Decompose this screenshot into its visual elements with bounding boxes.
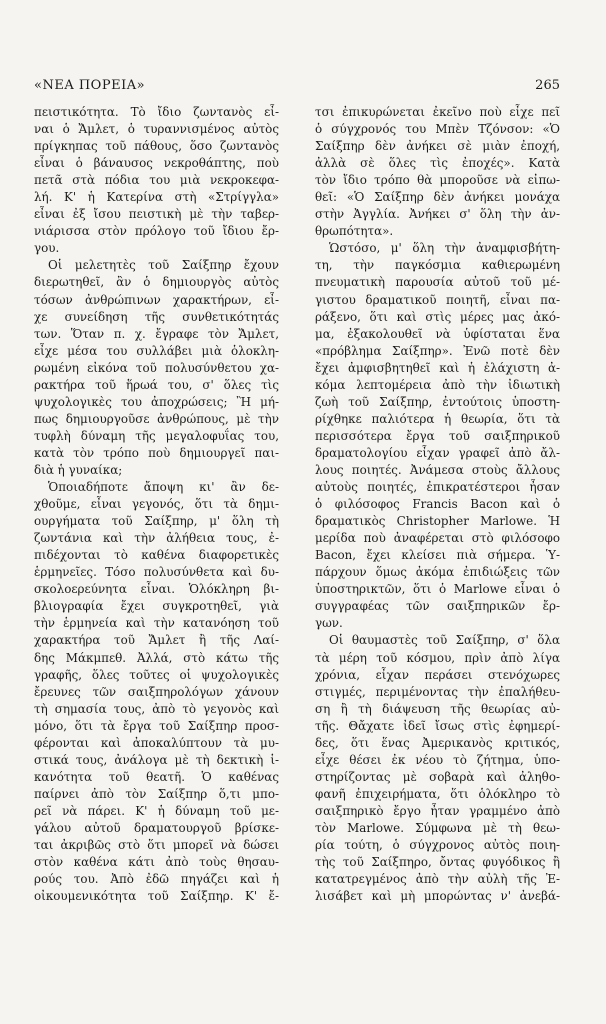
text-line: λή. Κ' ἡ Κατερίνα στὴ «Στρίγγλα» — [34, 190, 279, 205]
text-line: μόνο, ὅτι τὰ ἔργα τοῦ Σαίξπηρ προσ- — [34, 718, 279, 733]
text-line: κανότητα τοῦ θεατῆ. Ὁ καθένας — [34, 769, 279, 784]
text-line: ἔρευνες τῶν σαιξπηρολόγων χάνουν — [34, 684, 279, 699]
text-line: πιδέχονται τὸ καθένα διαφορετικὲς — [34, 548, 279, 563]
text-line: πετᾶ στὰ πόδια του μιὰ νεκροκεφα- — [34, 173, 279, 188]
text-line: συγγραφέας τῶν σαιξπηρικῶν ἔρ- — [315, 599, 560, 614]
text-line: οἰκουμενικότητα τοῦ Σαίξπηρ. Κ' ἔ- — [34, 889, 279, 904]
text-line: γων. — [315, 616, 343, 631]
left-text-column — [34, 104, 279, 905]
text-line: λισάβετ καὶ μὴ μπορώντας ν' ἀνεβά- — [315, 889, 560, 904]
text-line: πειστικότητα. Τὸ ἴδιο ζωντανὸς εἶ- — [34, 105, 279, 119]
text-line: παίρνει ἀπὸ τὸν Σαίξπηρ ὅ,τι μπο- — [34, 786, 279, 801]
text-line: πρίγκηπας τοῦ πάθους, ὅσο ζωντανὸς — [34, 139, 279, 154]
running-head: «ΝΕΑ ΠΟΡΕΙΑ» — [34, 78, 146, 93]
page-header — [34, 78, 560, 98]
text-line: δραματικὸς Christopher Marlowe. Ἡ — [315, 514, 560, 529]
page-number: 265 — [535, 78, 560, 93]
text-line: Οἱ μελετητὲς τοῦ Σαίξπηρ ἔχουν — [48, 258, 279, 273]
text-line: ρία τούτη, ὁ σύγχρονος αὐτὸς ποιη- — [315, 838, 560, 853]
text-line: θρωπότητα». — [315, 224, 394, 239]
text-line: τόσων ἀνθρώπινων χαρακτήρων, εἶ- — [34, 292, 279, 307]
text-line: περισσότερα ἔργα τοῦ σαιξπηρικοῦ — [315, 428, 560, 443]
text-line: ναι ὁ Ἄμλετ, ὁ τυραννισμένος αὐτὸς — [34, 122, 279, 137]
text-line: εἶχε θέσει ἐκ νέου τὸ ζήτημα, ὑπο- — [315, 752, 560, 767]
text-line: στὸν καθένα κάτι ἀπὸ τοὺς θησαυ- — [34, 855, 279, 870]
text-line: γραφῆς, ὅλες τοῦτες οἱ ψυχολογικὲς — [34, 667, 279, 682]
text-line: τῆς. Θἄχατε ἰδεῖ ἴσως στὶς ἐφημερί- — [315, 718, 560, 733]
text-line: τὸν Marlowe. Σύμφωνα μὲ τὴ θεω- — [315, 820, 560, 835]
text-line: ὁ σύγχρονός του Μπὲν Τζόνσον: «Ὁ — [315, 122, 560, 137]
text-line: ζωντάνια καὶ τὴν ἀλήθεια τους, ἐ- — [34, 531, 279, 546]
text-line: Ὡστόσο, μ' ὅλη τὴν ἀναμφισβήτη- — [329, 241, 560, 256]
text-line: γιστου δραματικοῦ ποιητῆ, εἶναι πα- — [315, 292, 560, 307]
text-line: ρακτήρα τοῦ ἥρωά του, σ' ὅλες τὶς — [34, 377, 279, 392]
text-line: χαρακτήρα τοῦ Ἄμλετ ἢ τῆς Λαί- — [34, 633, 279, 648]
text-line: πάρχουν ὅμως ἀκόμα ἐπιδιώξεις τῶν — [315, 565, 560, 580]
text-line: ουργήματα τοῦ Σαίξπηρ, μ' ὅλη τὴ — [34, 514, 279, 529]
text-line: ἀλλὰ σὲ ὅλες τὶς ἐποχές». Κατὰ — [315, 156, 560, 171]
text-line: ψυχολογικὲς του ἀποχρώσεις; Ἢ μή- — [34, 394, 279, 409]
text-line: των. Ὅταν π. χ. ἔγραφε τὸν Ἄμλετ, — [34, 326, 279, 341]
text-line: τη, τὴν παγκόσμια καθιερωμένη — [315, 258, 560, 273]
text-line: γάλου αὐτοῦ δραματουργοῦ βρίσκε- — [34, 820, 279, 835]
text-line: κόμα λεπτομέρεια ἀπὸ τὴν ἰδιωτικὴ — [315, 377, 560, 392]
text-line: πως δημιουργοῦσε ἀνθρώπους, μὲ τὴν — [34, 411, 279, 426]
text-line: εἶναι ἐξ ἴσου πειστικὴ μὲ τὴν ταβερ- — [34, 207, 279, 222]
text-line: διερωτηθεῖ, ἂν ὁ δημιουργὸς αὐτὸς — [34, 275, 279, 290]
text-line: φανῆ ἐπιχειρήματα, ὅτι ὁλόκληρο τὸ — [315, 786, 560, 801]
text-line: δες, ὅτι ἕνας Ἀμερικανὸς κριτικός, — [315, 735, 560, 750]
text-line: Ὁποιαδήποτε ἄποψη κι' ἂν δε- — [48, 480, 279, 495]
text-line: ἔχει ἀμφισβητηθεῖ καὶ ἡ ἐλάχιστη ἀ- — [315, 360, 560, 375]
text-line: τὴς τοῦ Σαίξπηρο, ὄντας φυγόδικος ἢ — [315, 855, 560, 870]
text-line: ὑποστηρικτῶν, ὅτι ὁ Marlowe εἶναι ὁ — [315, 582, 560, 597]
text-line: Σαίξπηρ δὲν ἀνήκει σὲ μιὰν ἐποχή, — [315, 139, 560, 154]
text-line: δης Μάκμπεθ. Ἀλλά, στὸ κάτω τῆς — [34, 650, 279, 665]
text-line: τυφλὴ δύναμη τῆς μεγαλοφυΐας του, — [34, 428, 279, 443]
text-line: φέρονται καὶ ἀποκαλύπτουν τὰ μυ- — [34, 735, 279, 750]
text-line: «πρόβλημα Σαίξπηρ». Ἐνῶ ποτὲ δὲν — [315, 343, 560, 358]
text-line: αὐτοὺς ποιητές, ἐπικρατέστεροι ἦσαν — [315, 480, 560, 495]
text-line: μα, ἐξακολουθεῖ νὰ ὑφίσταται ἕνα — [315, 326, 560, 341]
text-line: νιάρισσα στὸν πρόλογο τοῦ ἴδιου ἔρ- — [34, 224, 279, 239]
text-line: ρίχθηκε παλιότερα ἡ θεωρία, ὅτι τὰ — [315, 411, 560, 426]
text-line: εἶχε μέσα του συλλάβει μιὰ ὁλοκλη- — [34, 343, 279, 358]
text-line: ρωμένη εἰκόνα τοῦ πολυσύνθετου χα- — [34, 360, 279, 375]
text-line: τὴν ἑρμηνεία καὶ τὴν κατανόηση τοῦ — [34, 616, 279, 631]
text-line: στηρίζοντας μὲ σοβαρὰ καὶ ἀληθο- — [315, 769, 560, 784]
text-line: πνευματικὴ παρουσία αὐτοῦ τοῦ μέ- — [315, 275, 560, 290]
text-line: χθοῦμε, εἶναι γεγονός, ὅτι τὰ δημι- — [34, 497, 279, 512]
text-line: ἑρμηνεῖες. Τόσο πολυσύνθετα καὶ δυ- — [34, 565, 279, 580]
text-line: χε συνείδηση τῆς συνθετικότητάς — [34, 309, 279, 324]
text-line: δραματολογίου εἶχαν γραφεῖ ἀπὸ ἄλ- — [315, 445, 560, 460]
text-line: βλιογραφία ἔχει συγκροτηθεῖ, γιὰ — [34, 599, 279, 614]
text-line: ράξενο, ὅτι καὶ στὶς μέρες μας ἀκό- — [315, 309, 560, 324]
text-line: σαιξπηρικὸ ἔργο ἦταν γραμμένο ἀπὸ — [315, 803, 560, 818]
text-line: στιγμές, περιμένοντας τὴν ἐπαλήθευ- — [315, 684, 560, 699]
text-line: ὁ φιλόσοφος Francis Bacon καὶ ὁ — [315, 497, 560, 512]
text-line: Bacon, ἔχει κλείσει πιὰ σήμερα. Ὑ- — [315, 548, 560, 563]
text-line: τὴ σημασία τους, ἀπὸ τὸ γεγονὸς καὶ — [34, 701, 279, 716]
text-line: κατατρεγμένος ἀπὸ τὴν αὐλὴ τῆς Ἐ- — [315, 872, 560, 887]
text-line: τσι ἐπικυρώνεται ἐκεῖνο ποὺ εἶχε πεῖ — [315, 105, 560, 119]
text-line: λους ποιητές. Ἀνάμεσα στοὺς ἄλλους — [315, 462, 560, 477]
text-line: ται ἀκριβῶς στὸ ὅτι μπορεῖ νὰ δώσει — [34, 838, 279, 853]
text-line: σκολοερεύνητα εἶναι. Ὁλόκληρη βι- — [34, 582, 279, 597]
text-line: εἶναι ὁ βάναυσος νεκροθάπτης, ποὺ — [34, 156, 279, 171]
text-line: Οἱ θαυμαστὲς τοῦ Σαίξπηρ, σ' ὅλα — [329, 633, 560, 648]
text-line: στικά τους, ἀνάλογα μὲ τὴ δεκτικὴ ἱ- — [34, 752, 279, 767]
text-line: γου. — [34, 241, 60, 256]
text-line: θεῖ: «Ὁ Σαίξπηρ δὲν ἀνήκει μονάχα — [315, 190, 560, 205]
text-line: ζωὴ τοῦ Σαίξπηρ, ἐντούτοις ὑποστη- — [315, 394, 560, 409]
text-line: ση ἢ τὴ διάψευση τῆς θεωρίας αὐ- — [315, 701, 560, 716]
text-line: τὰ μέρη τοῦ κόσμου, πρὶν ἀπὸ λίγα — [315, 650, 560, 665]
right-text-column — [315, 104, 560, 905]
text-line: χρόνια, εἶχαν περάσει στενόχωρες — [315, 667, 560, 682]
text-line: ρεῖ νὰ πάρει. Κ' ἡ δύναμη τοῦ με- — [34, 803, 279, 818]
text-line: στὴν Ἀγγλία. Ἀνήκει σ' ὅλη τὴν ἀν- — [315, 207, 560, 222]
text-line: ρούς του. Ἀπὸ ἐδῶ πηγάζει καὶ ἡ — [34, 872, 279, 887]
text-line: κατὰ τὸν τρόπο ποὺ δημιουργεῖ παι- — [34, 445, 279, 460]
text-line: τὸν ἴδιο τρόπο θὰ μποροῦσε νὰ εἰπω- — [315, 173, 560, 188]
text-line: διὰ ἡ γυναίκα; — [34, 462, 123, 477]
text-line: μερίδα ποὺ ἀναφέρεται στὸ φιλόσοφο — [315, 531, 560, 546]
